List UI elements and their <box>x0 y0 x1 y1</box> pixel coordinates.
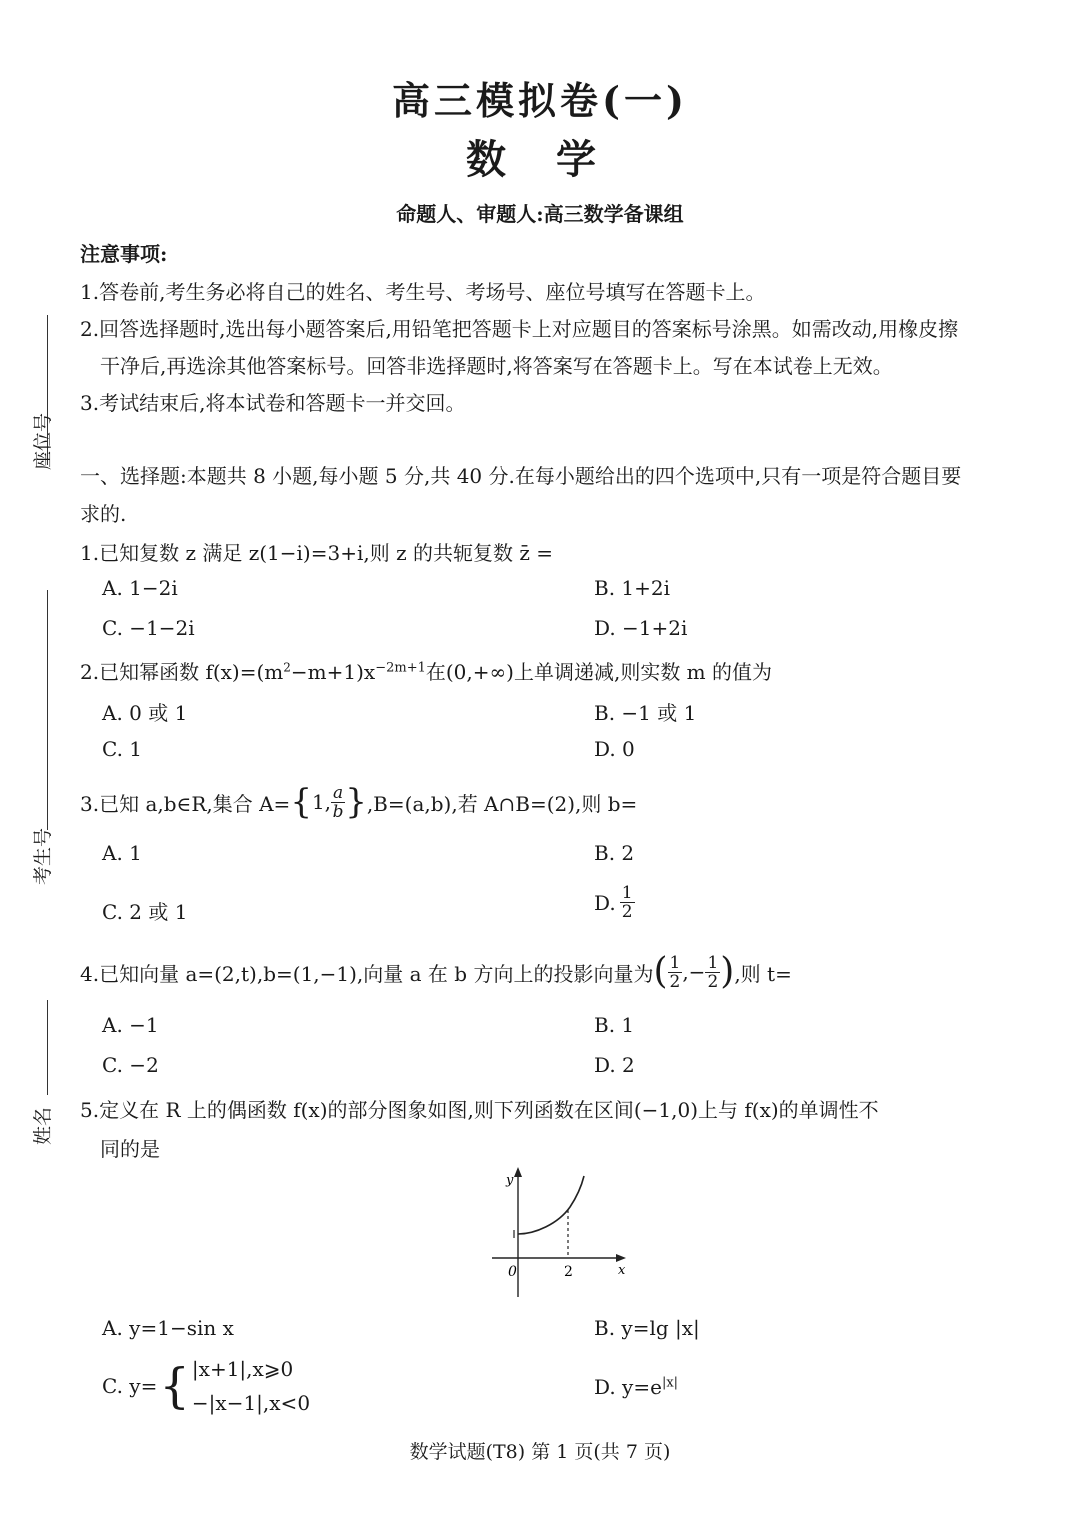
q2-exponent: −2m+1 <box>375 660 426 676</box>
graph-x-label: x <box>618 1263 626 1278</box>
name-rule <box>47 1000 48 1095</box>
q3-stem-pre: 3.已知 a,b∈R,集合 A= <box>80 791 291 816</box>
q2-stem: 2.已知幂函数 $f(x)=(m^2-m+1)x^{-2m+1}$在(0,+∞)上单调递减,则实数 m 的值为 <box>80 660 773 684</box>
graph-y-label: y <box>506 1173 514 1188</box>
notice-heading: 注意事项: <box>80 242 168 266</box>
q5-option-a: A. y=1−sin x <box>102 1316 234 1340</box>
q1-stem: 1.已知复数 z 满足 z(1−i)=3+i,则 z 的共轭复数 z̄ = <box>80 541 553 565</box>
q3-option-c: C. 2 或 1 <box>102 900 188 924</box>
q3-option-a: A. 1 <box>102 841 142 865</box>
q5-option-d: D. $y=e^{|x|}$ <box>594 1375 679 1399</box>
q1-option-a: A. 1−2i <box>102 576 178 600</box>
q4-stem-pre: 4.已知向量 a=(2,t),b=(1,−1),向量 a 在 b 方向上的投影向量为 <box>80 961 654 986</box>
q3-set-first: 1, <box>311 790 332 814</box>
q3-option-d-fraction: $\frac{1}{2}$ <box>621 883 633 922</box>
section-heading-line1: 一、选择题:本题共 8 小题,每小题 5 分,共 40 分.在每小题给出的四个选项中,只有一项是符合题目要 <box>80 464 962 488</box>
exam-no-label: 考生号 <box>32 827 54 885</box>
q4-stem: 4.已知向量 a=(2,t),b=(1,−1),向量 a 在 b 方向上的投影向量为 ( $\frac{1}{2}$ ,− $\frac{1}{2}$ ) ,则 t= <box>80 951 792 992</box>
seat-label: 座位号 <box>32 412 54 470</box>
q5-stem-line2: 同的是 <box>100 1137 160 1161</box>
q2-stem-pre: 2.已知幂函数 f(x)=(m <box>80 660 284 684</box>
graph-x-arrow <box>616 1254 626 1262</box>
q3-option-d: D. $\frac{1}{2}$ <box>594 883 633 922</box>
subject-title: 数 学 <box>466 136 614 183</box>
graph-curve <box>518 1176 584 1234</box>
page-footer: 数学试题(T8) 第 1 页(共 7 页) <box>409 1441 671 1463</box>
q5-option-b: B. y=lg |x| <box>594 1316 700 1340</box>
authors-line: 命题人、审题人:高三数学备课组 <box>396 202 684 226</box>
notice-item-3: 3.考试结束后,将本试卷和答题卡一并交回。 <box>80 391 466 415</box>
q4-option-a: A. −1 <box>102 1013 159 1037</box>
q1-option-d: D. −1+2i <box>594 616 688 640</box>
q2-option-d: D. 0 <box>594 737 635 761</box>
q4-option-b: B. 1 <box>594 1013 635 1037</box>
notice-item-2a: 2.回答选择题时,选出每小题答案后,用铅笔把答题卡上对应题目的答案标号涂黑。如需改动,用橡皮擦 <box>80 317 959 341</box>
q2-stem-post: 在(0,+∞)上单调递减,则实数 m 的值为 <box>425 660 773 684</box>
exam-title: 高三模拟卷(一) <box>392 78 688 123</box>
q5-stem-line1: 5.定义在 R 上的偶函数 f(x)的部分图象如图,则下列函数在区间(−1,0)上与 f(x)的单调性不 <box>80 1098 879 1122</box>
q5-function-graph <box>480 1162 640 1302</box>
q1-option-c: C. −1−2i <box>102 616 195 640</box>
q2-option-a: A. 0 或 1 <box>102 701 188 725</box>
exam-no-rule <box>47 590 48 830</box>
q3-option-b: B. 2 <box>594 841 635 865</box>
q4-stem-post: ,则 t= <box>734 961 792 986</box>
q4-option-d: D. 2 <box>594 1053 635 1077</box>
q3-stem-post: ,B=(a,b),若 A∩B=(2),则 b= <box>366 791 638 816</box>
q4-fraction-2: $\frac{1}{2}$ <box>707 952 719 992</box>
q4-fraction-1: $\frac{1}{2}$ <box>669 952 681 992</box>
q5-option-c: C. y= { |x+1|,x⩾0 −|x−1|,x<0 <box>102 1352 310 1420</box>
q1-option-b: B. 1+2i <box>594 576 671 600</box>
q5-option-c-case1: |x+1|,x⩾0 <box>191 1357 294 1381</box>
name-label: 姓名 <box>32 1106 54 1145</box>
q4-option-c: C. −2 <box>102 1053 159 1077</box>
notice-item-1: 1.答卷前,考生务必将自己的姓名、考生号、考场号、座位号填写在答题卡上。 <box>80 280 766 304</box>
q2-option-b: B. −1 或 1 <box>594 701 697 725</box>
q3-set-fraction: $\frac{a}{b}$ <box>332 782 344 822</box>
notice-item-2b: 干净后,再选涂其他答案标号。回答非选择题时,将答案写在答题卡上。写在本试卷上无效。 <box>100 354 893 378</box>
graph-y-arrow <box>514 1167 522 1177</box>
section-heading-line2: 求的. <box>80 502 127 526</box>
q3-stem: 3.已知 a,b∈R,集合 A= { 1, $\frac{a}{b}$ } ,B=(a,b),若 A∩B=(2),则 b= <box>80 782 638 822</box>
q2-option-c: C. 1 <box>102 737 143 761</box>
q5-option-c-case2: −|x−1|,x<0 <box>191 1391 311 1415</box>
q2-stem-mid: −m+1)x <box>290 660 376 684</box>
graph-origin-label: 0 <box>508 1264 517 1280</box>
q5-option-d-exponent: |x| <box>661 1375 679 1391</box>
graph-tick-label: 2 <box>564 1264 573 1280</box>
